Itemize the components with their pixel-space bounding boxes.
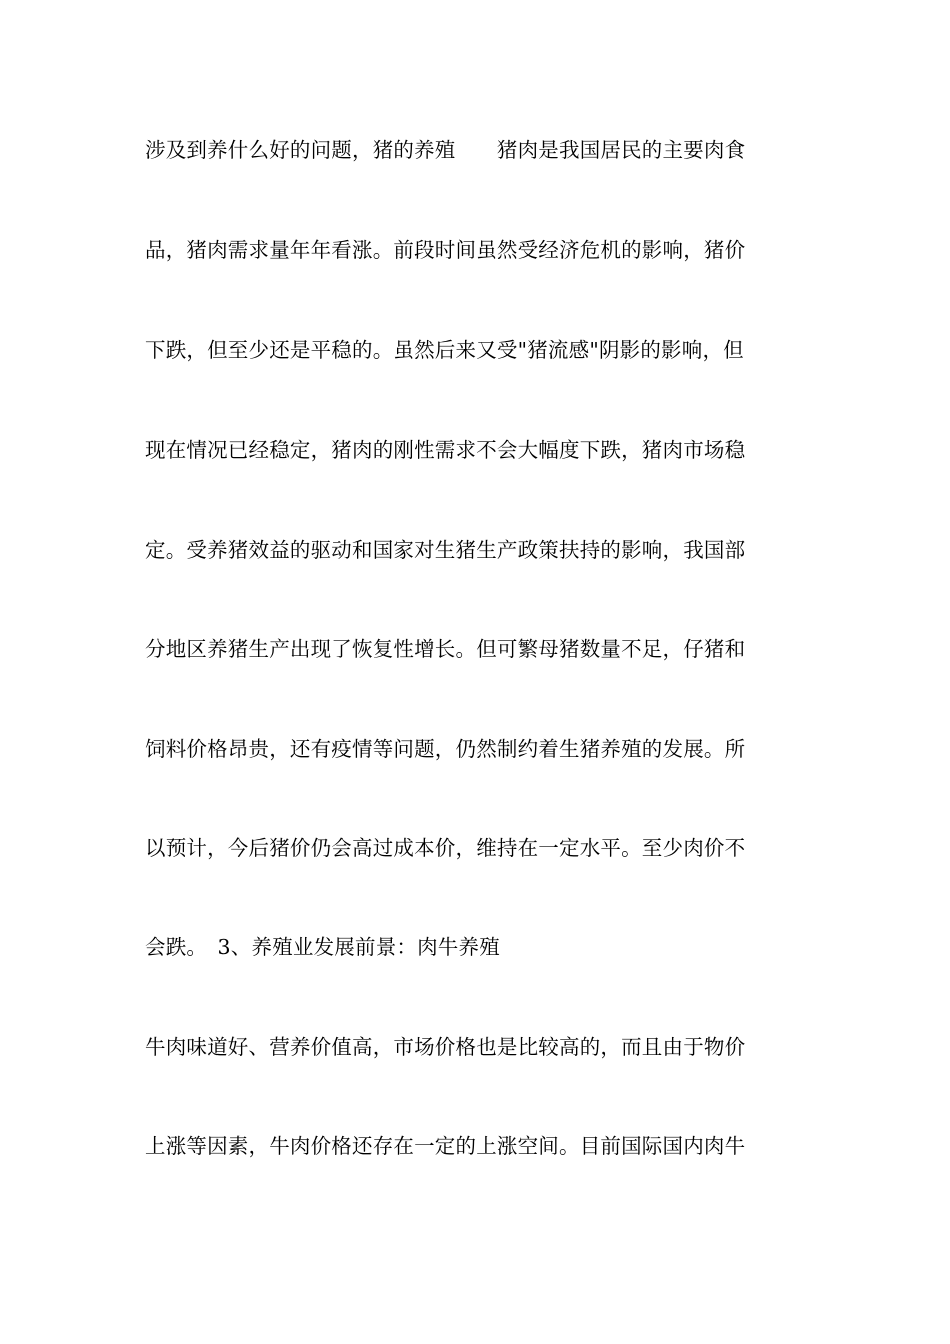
text-line-9: 会跌。 3、养殖业发展前景：肉牛养殖 [145, 935, 500, 959]
text-line-1: 涉及到养什么好的问题，猪的养殖 猪肉是我国居民的主要肉食 [145, 138, 746, 162]
text-line-11: 上涨等因素，牛肉价格还存在一定的上涨空间。目前国际国内肉牛 [145, 1134, 746, 1158]
text-line-2: 品，猪肉需求量年年看涨。前段时间虽然受经济危机的影响，猪价 [145, 238, 746, 262]
text-line-8: 以预计，今后猪价仍会高过成本价，维持在一定水平。至少肉价不 [145, 836, 746, 860]
text-line-10: 牛肉味道好、营养价值高，市场价格也是比较高的，而且由于物价 [145, 1035, 746, 1059]
text-line-6: 分地区养猪生产出现了恢复性增长。但可繁母猪数量不足，仔猪和 [145, 637, 746, 661]
text-line-5: 定。受养猪效益的驱动和国家对生猪生产政策扶持的影响，我国部 [145, 538, 746, 562]
text-line-3: 下跌，但至少还是平稳的。虽然后来又受"猪流感"阴影的影响，但 [145, 338, 744, 362]
text-line-7: 饲料价格昂贵，还有疫情等问题，仍然制约着生猪养殖的发展。所 [145, 737, 746, 761]
text-line-4: 现在情况已经稳定，猪肉的刚性需求不会大幅度下跌，猪肉市场稳 [145, 438, 746, 462]
